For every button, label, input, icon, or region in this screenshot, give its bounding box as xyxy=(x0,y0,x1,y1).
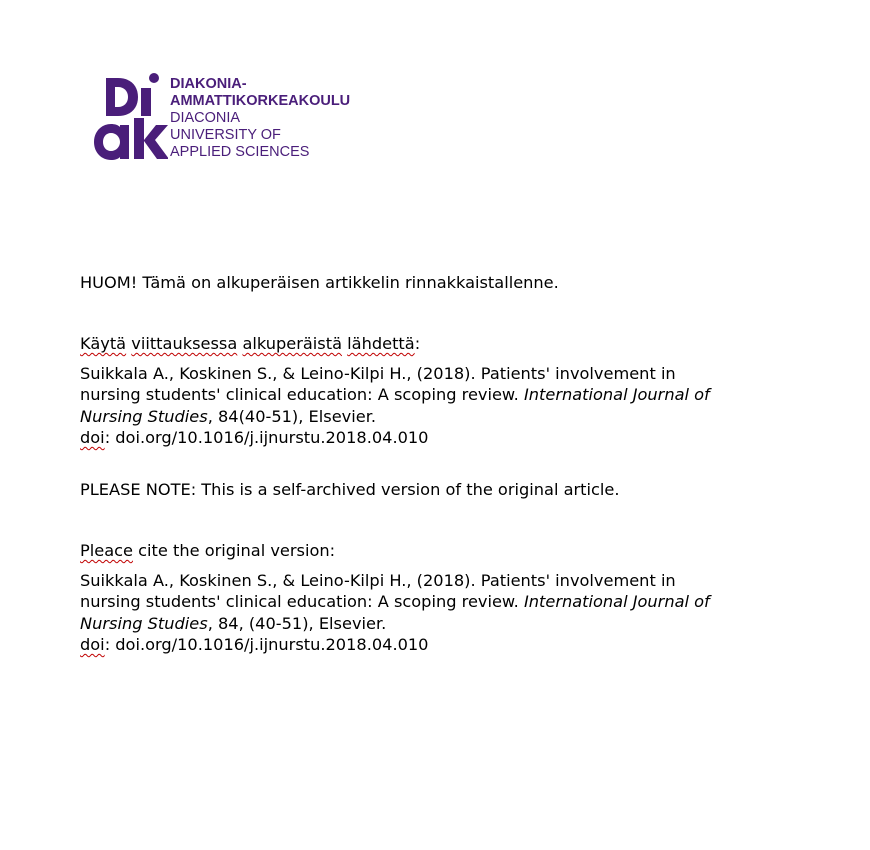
logo-line-4: UNIVERSITY OF xyxy=(170,127,281,143)
doi-line xyxy=(80,634,800,655)
reference-line-3 xyxy=(80,406,800,427)
doi-label: doi xyxy=(80,634,105,654)
reference-line-2 xyxy=(80,384,800,405)
reference-text: , 84, (40-51), Elsevier. xyxy=(207,613,387,633)
heading-word-2: viittauksessa xyxy=(131,334,238,353)
cite-heading-english xyxy=(80,540,800,561)
diak-logo xyxy=(92,72,382,162)
reference-finnish xyxy=(80,363,800,448)
journal-name: Nursing Studies xyxy=(80,406,208,426)
logo-line-5: APPLIED SCIENCES xyxy=(170,144,310,160)
reference-line-2 xyxy=(80,591,800,612)
reference-text: nursing students' clinical education: A scoping review. xyxy=(80,385,524,405)
heading-word-3: alkuperäistä xyxy=(242,334,342,353)
heading-word-1: Käytä xyxy=(80,334,127,353)
doi-value: : doi.org/10.1016/j.ijnurstu.2018.04.010 xyxy=(104,427,429,447)
journal-name: International Journal of xyxy=(523,385,710,405)
doi-line xyxy=(80,427,800,448)
doi-value: : doi.org/10.1016/j.ijnurstu.2018.04.010 xyxy=(104,634,429,654)
doi-label: doi xyxy=(80,427,105,447)
journal-name: International Journal of xyxy=(523,592,710,612)
logo-text xyxy=(170,76,350,161)
journal-name: Nursing Studies xyxy=(80,613,208,633)
logo-line-3: DIACONIA xyxy=(170,110,241,126)
logo-line-2: AMMATTIKORKEAKOULU xyxy=(170,93,351,109)
logo-line-1: DIAKONIA- xyxy=(170,76,247,92)
diak-logo-mark xyxy=(92,72,168,162)
reference-text: , 84(40-51), Elsevier. xyxy=(207,406,377,426)
heading-colon: : xyxy=(414,334,421,353)
reference-text: nursing students' clinical education: A scoping review. xyxy=(80,592,524,612)
cite-heading-finnish xyxy=(80,333,800,354)
heading-rest: cite the original version: xyxy=(133,541,336,560)
notice-finnish: HUOM! Tämä on alkuperäisen artikkelin rinnakkaistallenne. xyxy=(80,273,559,292)
heading-word-misspelled: Pleace xyxy=(80,541,133,560)
reference-english xyxy=(80,570,800,655)
reference-line-3 xyxy=(80,613,800,634)
reference-line-1: Suikkala A., Koskinen S., & Leino-Kilpi H., (2018). Patients' involvement in xyxy=(80,571,676,590)
notice-english: PLEASE NOTE: This is a self-archived version of the original article. xyxy=(80,480,620,499)
reference-line-1: Suikkala A., Koskinen S., & Leino-Kilpi H., (2018). Patients' involvement in xyxy=(80,364,676,383)
heading-word-4: lähdettä xyxy=(347,334,415,353)
